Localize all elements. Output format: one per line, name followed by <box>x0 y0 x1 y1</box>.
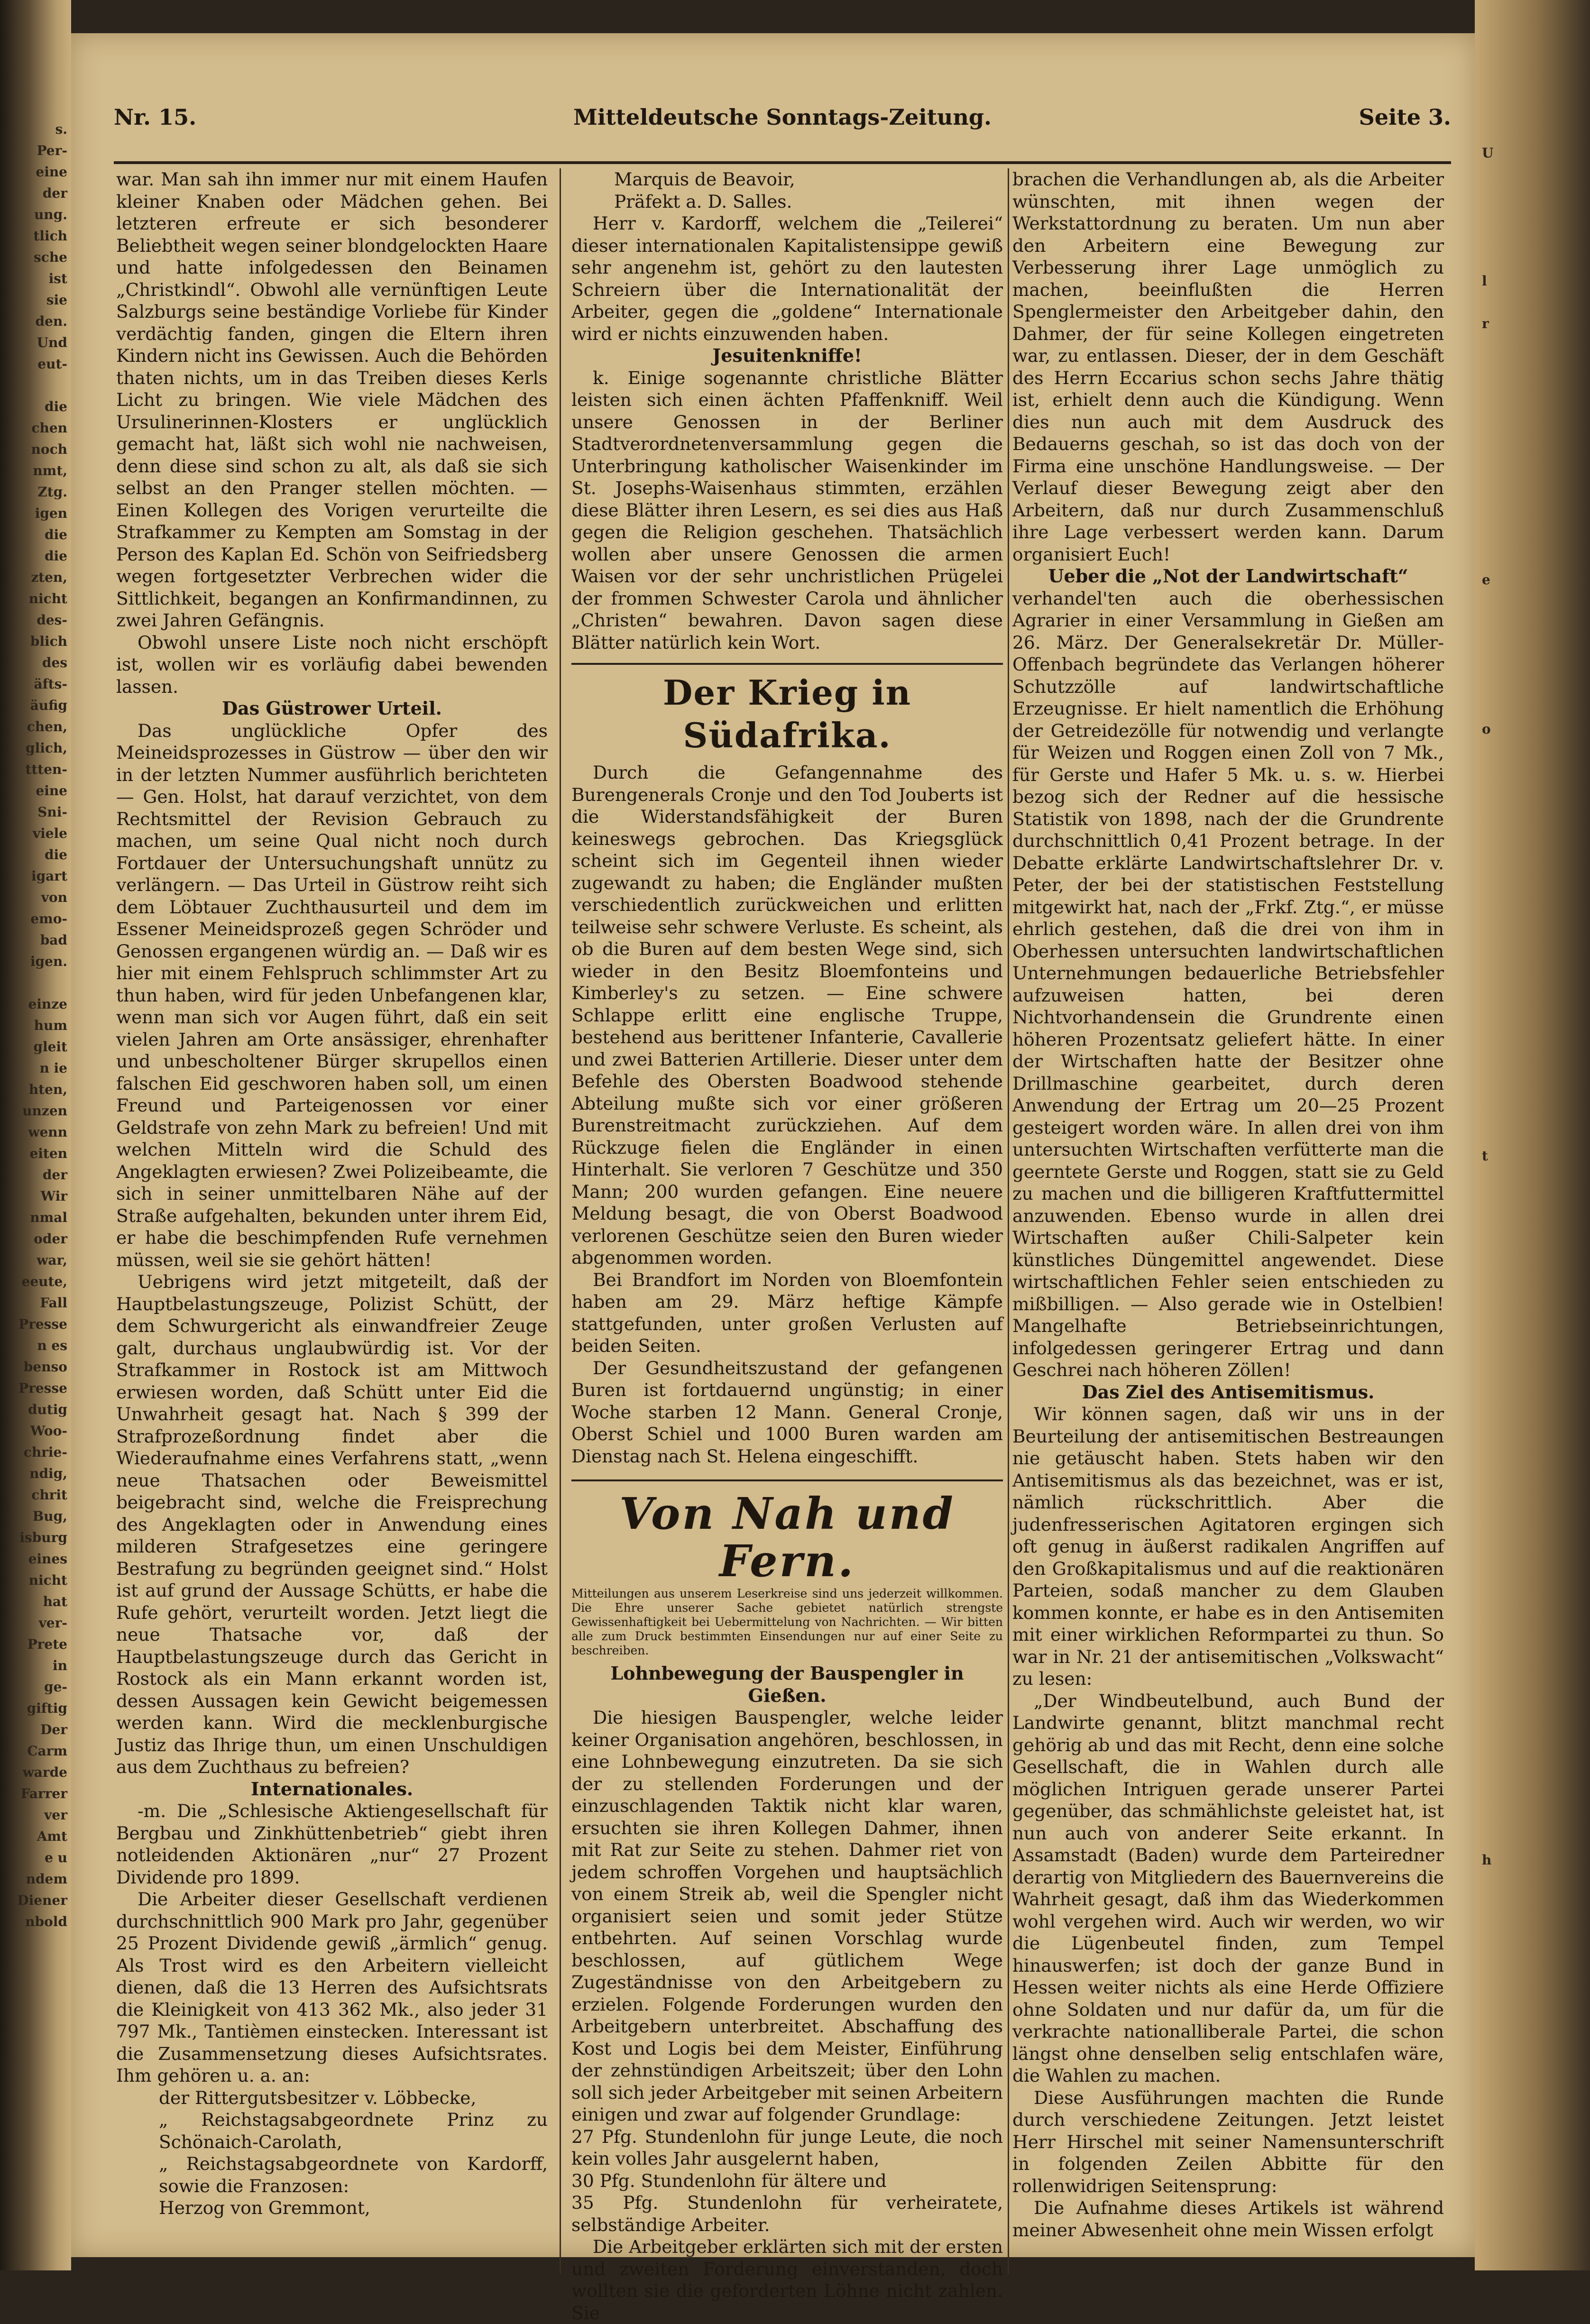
edge-fragment: die <box>44 548 67 564</box>
edge-fragment: Sni- <box>37 804 67 820</box>
edge-fragment: ver <box>44 1807 67 1823</box>
edge-fragment: t <box>1482 1148 1488 1164</box>
edge-fragment <box>1482 1188 1510 1209</box>
edge-fragment <box>1482 697 1510 718</box>
paragraph: verhandel'ten auch die oberhessischen Agrarier in einer Versammlung in Gießen am 26. März. Der Generalsekretär Dr. Müller-Offenbach begründete das Verlangen höherer Schutzzölle auf landwirtschaftliche Erzeugnisse. Er hielt namentlich die Erhöhung der Getreidezölle für notwendig und verlangte für Weizen und Roggen einen Zoll von 7 Mk., für Gerste und Hafer 5 Mk. u. s. w. Hierbei bezog sich der Redner auf die hessische Statistik von 1898, nach der die Grundrente durchschnittlich 0,41 Prozent betrage. In der Debatte erklärte Landwirtschaftslehrer Dr. v. Peter, der bei der statistischen Feststellung mitgewirkt hat, nach der „Frkf. Ztg.“, er müsse ehrlich gestehen, daß die drei von ihm in Oberhessen untersuchten landwirtschaftlichen Unternehmungen bedauerliche Betriebsfehler aufzuweisen hatten, bei deren Nichtvorhandensein die Grundrente einen höheren Prozentsatz geliefert hätte. In einer der Wirtschaften hatte der Besitzer ohne Drillmaschine gearbeitet, durch deren Anwendung der Ertrag um 20—25 Prozent gesteigert worden wäre. In allen drei von ihm untersuchten Wirtschaften verfütterte man die geerntete Gerste und Roggen, statt sie zu Geld zu machen und die billigeren Kraftfuttermittel anzuwenden. Ebenso wurde in allen drei Wirtschaften außer Chili-Salpeter kein künstliches Düngemittel angewendet. Diese wirtschaftlichen Fehler seien entschieden zu mißbilligen. — Also gerade wie in Ostelbien! Mangelhafte Betriebseinrichtungen, infolgedessen geringerer Ertrag und dann Geschrei nach höheren Zöllen! <box>1012 588 1444 1380</box>
column-divider <box>1008 168 1009 2274</box>
edge-fragment <box>1482 1572 1510 1593</box>
edge-fragment <box>1482 292 1510 313</box>
paragraph: war. Man sah ihn immer nur mit einem Haufen kleiner Knaben oder Mädchen gehen. Bei letzteren erfreute er sich besonderer Beliebtheit wegen seiner blondgelockten Haare und hatte infolgedessen den Beinamen „Christkindl“. Obwohl alle vernünftigen Leute Salzburgs seine beständige Vorliebe für Kinder verdächtig fanden, gingen die Eltern ihren Kindern nicht ins Gewissen. Auch die Behörden thaten nichts, um in das Treiben dieses Kerls Licht zu bringen. Wie viele Mädchen des Ursulinerinnen-Klosters er unglücklich gemacht hat, läßt sich wohl nie nachweisen, denn diese sind schon zu alt, als daß sie sich selbst an den Pranger stellen möchten. — Einen Kollegen des Vorigen verurteilte die Strafkammer zu Kempten am Somstag in der Person des Kaplan Ed. Schön von Seifriedsberg wegen fortgesetzter Verbrechen wider die Sittlichkeit, begangen an Konfirmandinnen, zu zwei Jahren Gefängnis. <box>116 169 548 631</box>
masthead <box>114 104 1451 161</box>
edge-fragment: ndig, <box>29 1466 67 1481</box>
list-line: „ Reichstagsabgeordnete Prinz zu Schönaich-Carolath, <box>159 2109 548 2152</box>
edge-fragment: eiten <box>29 1146 67 1161</box>
article-title: Der Krieg in Südafrika. <box>571 663 1003 757</box>
edge-fragment <box>1482 846 1510 868</box>
edge-fragment: emo- <box>30 911 67 927</box>
edge-fragment: äufig <box>30 698 67 713</box>
edge-fragment: die <box>44 847 67 863</box>
edge-fragment <box>1482 1508 1510 1529</box>
edge-fragment <box>1482 782 1510 804</box>
edge-fragment <box>1482 356 1510 377</box>
edge-fragment <box>1482 1423 1510 1444</box>
edge-fragment <box>1482 185 1510 206</box>
edge-fragment: igen. <box>30 954 67 969</box>
left-edge-text <box>6 119 67 1932</box>
paragraph: Die Arbeiter dieser Gesellschaft verdienen durchschnittlich 900 Mark pro Jahr, gegenüber 25 Prozent Dividende gewiß „ärmlich“ genug. Als Trost wird es den Arbeitern vielleicht dienen, daß die 13 Herren des Aufsichtsrats die Kleinigkeit von 413 362 Mk., also jeder 31 797 Mk., Tantièmen einstecken. Interessant ist die Zusammensetzung dieses Aufsichtsrates. Ihm gehören u. a. an: <box>116 1889 548 2086</box>
edge-fragment: Und <box>37 335 67 350</box>
edge-fragment: eine <box>36 164 67 180</box>
section-heading: Lohnbewegung der Bauspengler in Gießen. <box>610 1663 964 1706</box>
edge-fragment: nbold <box>25 1914 67 1929</box>
edge-fragment: n ie <box>39 1060 67 1076</box>
edge-fragment <box>1482 1359 1510 1380</box>
list-line: Marquis de Beavoir, <box>614 169 795 190</box>
edge-fragment: Per- <box>37 143 67 158</box>
edge-fragment <box>1482 1231 1510 1252</box>
edge-fragment <box>1482 164 1510 185</box>
edge-fragment: Farrer <box>20 1786 67 1801</box>
edge-fragment <box>1482 1316 1510 1337</box>
edge-fragment: der <box>42 1167 67 1183</box>
list-line: der Rittergutsbesitzer v. Löbbecke, <box>159 2087 477 2108</box>
masthead-rule <box>114 161 1451 164</box>
edge-fragment <box>1482 484 1510 505</box>
paragraph: k. Einige sogenannte christliche Blätter leisten sich einen ächten Pfaffenkniff. Weil unsere Genossen in der Berliner Stadtverordnetenversammlung gegen die Unterbringung katholischer Waisenkinder im St. Josephs-Waisenhaus stimmten, erzählen diese Blätter ihren Lesern, es sei dies aus Haß gegen die Religion geschehen. Thatsächlich wollen aber unsere Genossen die armen Waisen vor der sehr unchristlichen Prügelei der frommen Schwester Carola und ähnlicher „Christen“ bewahren. Davon sagen diese Blätter natürlich kein Wort. <box>571 367 1003 653</box>
edge-fragment: chen, <box>27 719 67 735</box>
edge-fragment: zten, <box>31 570 67 585</box>
edge-fragment <box>1482 761 1510 782</box>
edge-fragment: unzen <box>22 1103 67 1119</box>
edge-fragment <box>1482 1209 1510 1231</box>
paragraph: „Der Windbeutelbund, auch Bund der Landwirte genannt, blitzt manchmal recht gehörig ab und das mit Recht, denn eine solche Gesellschaft, die in Wahlen durch alle möglichen Intriguen gerade unserer Partei gegenüber, das schmählichste geleistet hat, ist nun auch von anderer Seite erkannt. In Assamstadt (Baden) wurde dem Parteiredner derartig von Mitgliedern des Bauernvereins die Wahrheit gesagt, daß ihm das Wiederkommen wohl vergehen wird. Auch wir werden, wo wir die Lügenbeutel finden, zum Tempel hinauswerfen; ist doch der ganze Bund in Hessen weiter nichts als eine Herde Offiziere ohne Soldaten und nur dafür da, um für die verkrachte nationalliberale Partei, die schon längst ohne denselben selig entschlafen wäre, die Wahlen zu machen. <box>1012 1690 1444 2086</box>
edge-fragment: o <box>1482 721 1491 737</box>
edge-fragment: in <box>53 1658 67 1673</box>
edge-fragment: Presse <box>18 1316 67 1332</box>
edge-fragment: den. <box>35 313 67 329</box>
paragraph: Die Aufnahme dieses Artikels ist während meiner Abwesenheit ohne mein Wissen erfolgt <box>1012 2197 1444 2241</box>
paragraph: -m. Die „Schlesische Aktiengesellschaft für Bergbau und Zinkhüttenbetrieb“ giebt ihren notleidenden Aktionären „nur“ 27 Prozent Dividende pro 1899. <box>116 1800 548 1888</box>
edge-fragment <box>1482 825 1510 846</box>
edge-fragment: Presse <box>18 1380 67 1396</box>
edge-fragment: Prete <box>27 1636 67 1652</box>
edge-fragment <box>1482 1529 1510 1551</box>
edge-fragment <box>1482 1465 1510 1487</box>
edge-fragment <box>1482 1102 1510 1124</box>
edge-fragment: Bug, <box>32 1508 67 1524</box>
edge-fragment <box>1482 1785 1510 1807</box>
edge-fragment <box>1482 654 1510 676</box>
rubric-title: Von Nah und Fern. <box>571 1479 1003 1585</box>
edge-fragment: gleit <box>33 1039 67 1055</box>
edge-fragment: chen <box>31 420 67 436</box>
edge-fragment: chrit <box>31 1487 67 1503</box>
edge-fragment <box>1482 1615 1510 1636</box>
edge-fragment: giftig <box>27 1700 67 1716</box>
section-heading: Das Güstrower Urteil. <box>222 698 442 719</box>
column-2 <box>571 168 1003 2324</box>
edge-fragment <box>1482 548 1510 569</box>
edge-fragment <box>1482 1551 1510 1572</box>
edge-fragment <box>1482 676 1510 697</box>
edge-fragment: dutig <box>28 1402 67 1417</box>
edge-fragment: e <box>1482 572 1490 588</box>
edge-fragment: Diener <box>17 1892 67 1908</box>
edge-fragment <box>1482 441 1510 462</box>
edge-fragment <box>1482 633 1510 654</box>
edge-fragment <box>1482 462 1510 484</box>
edge-fragment <box>1482 1081 1510 1102</box>
edge-fragment <box>1482 868 1510 889</box>
edge-fragment <box>1482 1764 1510 1785</box>
edge-fragment <box>1482 1743 1510 1764</box>
newspaper-title: Mitteldeutsche Sonntags-Zeitung. <box>573 104 992 130</box>
edge-fragment <box>1482 505 1510 526</box>
edge-fragment: der <box>42 185 67 201</box>
page-number: Seite 3. <box>1359 104 1451 130</box>
edge-fragment: eine <box>36 783 67 799</box>
edge-fragment: bad <box>40 932 67 948</box>
paragraph: Uebrigens wird jetzt mitgeteilt, daß der Hauptbelastungszeuge, Polizist Schütt, der dem Schwurgericht als einwandfreier Zeuge galt, durchaus unglaubwürdig ist. Vor der Strafkammer in Rostock ist am Mittwoch erwiesen worden, daß Schütt unter Eid die Unwahrheit gesagt hat. Nach § 399 der Strafprozeßordnung findet aber die Wiederaufnahme eines Verfahrens statt, „wenn neue Thatsachen oder Beweismittel beigebracht sind, welche die Freisprechung des Angeklagten oder in Anwendung eines milderen Strafgesetzes eine geringere Bestrafung zu begründen geeignet sind.“ Holst ist auf grund der Aussage Schütts, er habe die Rufe gehört, verurteilt worden. Jetzt liegt die neue Thatsache vor, daß der Hauptbelastungszeuge durch das Gericht in Rostock als ein Mann erkannt worden ist, dessen Aussagen kein Gewicht beigemessen werden kann. Wird die mecklenburgische Justiz das Ihrige thun, um einen Unschuldigen aus dem Zuchthaus zu befreien? <box>116 1271 548 1777</box>
edge-fragment <box>1482 1721 1510 1743</box>
edge-fragment: eeute, <box>21 1274 67 1289</box>
edge-fragment <box>1482 1487 1510 1508</box>
column-1 <box>116 168 548 2274</box>
editorial-note: Mitteilungen aus unserem Leserkreise sind uns jederzeit willkommen. Die Ehre unserer Sache gebietet natürlich strengste Gewissenhaftigkeit bei Uebermittelung von Nachrichten. — Wir bitten alle zum Druck bestimmten Einsendungen nur auf einer Seite zu beschreiben. <box>571 1587 1003 1657</box>
edge-fragment <box>1482 334 1510 356</box>
section-heading: Das Ziel des Antisemitismus. <box>1082 1381 1375 1403</box>
edge-fragment: viele <box>32 826 67 841</box>
edge-fragment: h <box>1482 1852 1492 1868</box>
edge-fragment <box>1482 996 1510 1017</box>
edge-fragment <box>1482 1252 1510 1273</box>
edge-fragment <box>1482 1636 1510 1657</box>
edge-fragment <box>1482 740 1510 761</box>
edge-fragment: l <box>1482 273 1487 289</box>
edge-fragment: benso <box>23 1359 67 1375</box>
edge-fragment: hat <box>43 1594 67 1609</box>
edge-fragment: U <box>1482 145 1494 161</box>
edge-fragment: tlich <box>33 228 67 244</box>
edge-fragment: ung. <box>34 207 67 222</box>
list-line: Präfekt a. D. Salles. <box>614 191 792 212</box>
edge-fragment: wenn <box>28 1124 67 1140</box>
edge-fragment <box>1482 1380 1510 1401</box>
newspaper-page <box>71 33 1475 2324</box>
list-line: „ Reichstagsabgeordnete von Kardorff, sowie die Franzosen: <box>159 2153 548 2196</box>
edge-fragment: ndem <box>26 1871 67 1887</box>
edge-fragment: sie <box>46 292 67 308</box>
edge-fragment: warde <box>22 1764 67 1780</box>
paragraph: Bei Brandfort im Norden von Bloemfontein haben am 29. März heftige Kämpfe stattgefunden, unter großen Verlusten auf beiden Seiten. <box>571 1269 1003 1356</box>
edge-fragment <box>1482 526 1510 548</box>
paragraph: Der Gesundheitszustand der gefangenen Buren ist fortdauernd ungünstig; in einer Woche starben 12 Mann. General Cronje, Oberst Schiel und 1000 Buren warden am Dienstag nach St. Helena eingeschifft. <box>571 1357 1003 1467</box>
edge-fragment: chrie- <box>23 1444 67 1460</box>
edge-fragment: Woo- <box>30 1423 67 1439</box>
edge-fragment: sche <box>34 249 67 265</box>
column-3 <box>1012 168 1444 2274</box>
wage-line: 30 Pfg. Stundenlohn für ältere und <box>571 2170 887 2191</box>
edge-fragment: nicht <box>28 591 67 606</box>
edge-fragment: igen <box>35 505 67 521</box>
edge-fragment: die <box>44 527 67 542</box>
issue-number: Nr. 15. <box>114 104 197 130</box>
paragraph: Die Arbeitgeber erklärten sich mit der ersten und zweiten Forderung einverstanden, doch wollten sie die geforderten Löhne nicht zahlen. Sie <box>571 2236 1003 2324</box>
edge-fragment: igart <box>31 868 67 884</box>
edge-fragment: Der <box>40 1722 67 1737</box>
edge-fragment: äfts- <box>34 676 67 692</box>
edge-fragment <box>1482 1273 1510 1295</box>
edge-fragment: des <box>42 655 67 671</box>
edge-fragment <box>1482 1167 1510 1188</box>
paragraph: Obwohl unsere Liste noch nicht erschöpft ist, wollen wir es vorläufig dabei bewenden lassen. <box>116 632 548 697</box>
edge-fragment: des- <box>37 612 67 628</box>
edge-fragment <box>1482 1017 1510 1038</box>
edge-fragment <box>1482 377 1510 398</box>
paragraph: Herr v. Kardorff, welchem die „Teilerei“ dieser internationalen Kapitalistensippe gewiß sehr angenehm ist, gehört zu den lautesten Schreiern über die Internationalität der Arbeiter, gegen die „goldene“ Internationale wird er nichts einzuwenden haben. <box>571 213 1003 344</box>
edge-fragment: Carm <box>27 1743 67 1759</box>
edge-fragment: eut- <box>37 356 67 372</box>
section-heading: Internationales. <box>250 1778 414 1800</box>
edge-fragment: Amt <box>37 1828 67 1844</box>
wage-line: 35 Pfg. Stundenlohn für verheiratete, selbständige Arbeiter. <box>571 2192 1003 2235</box>
edge-fragment <box>6 972 67 993</box>
edge-fragment <box>1482 804 1510 825</box>
edge-fragment: ist <box>48 271 67 286</box>
edge-fragment: n es <box>37 1338 67 1353</box>
section-heading: Ueber die „Not der Landwirtschaft“ <box>1048 565 1408 587</box>
edge-fragment: noch <box>31 441 67 457</box>
edge-fragment: e u <box>45 1850 67 1865</box>
edge-fragment <box>1482 420 1510 441</box>
paragraph: Das unglückliche Opfer des Meineidsprozesses in Güstrow — über den wir in der letzten Nummer ausführlich berichteten — Gen. Holst, hat darauf verzichtet, von dem Rechtsmittel der Revision Gebrauch zu machen, um seine Qual nicht noch durch Fortdauer der Untersuchungshaft unnütz zu verlängern. — Das Urteil in Güstrow reiht sich dem Löbtauer Zuchthausurteil und dem im Essener Meineidsprozeß gegen Schröder und Genossen ergangenen würdig an. — Daß wir es hier mit einem Fehlspruch schlimmster Art zu thun haben, wird für jeden Unbefangenen klar, wenn man sich vor Augen führt, daß ein seit vielen Jahren am Orte ansässiger, ehrenhafter und unbescholtener Bürger skrupellos einen falschen Eid geschworen haben soll, um einen Freund und Parteigenossen vor einer Geldstrafe von zehn Mark zu befreien! Und mit welchen Mitteln wird die Schuld des Angeklagten erwiesen? Zwei Polizeibeamte, die sich in seiner unmittelbaren Nähe auf der Straße aufgehalten, bekunden unter ihrem Eid, er habe die beschimpfenden Rufe vernehmen müssen, weil sie sie gehört hätten! <box>116 720 548 1270</box>
edge-fragment <box>1482 1295 1510 1316</box>
edge-fragment <box>1482 249 1510 270</box>
paragraph: Die hiesigen Bauspengler, welche leider keiner Organisation angehören, beschlossen, in eine Lohnbewegung einzutreten. Da sie sich der zu stellenden Forderungen und der einzuschlagenden Taktik nicht klar waren, ersuchten sie ihren Kollegen Dahmer, ihnen mit Rat zur Seite zu stehen. Dahmer riet von jedem schroffen Vorgehen und hauptsächlich von einem Streik ab, weil die Spengler nicht organisiert seien und somit jeder Stütze entbehrten. Auf seinen Vorschlag wurde beschlossen, auf gütlichem Wege Zugeständnisse von den Arbeitgebern zu erzielen. Folgende Forderungen wurden den Arbeitgebern unterbreitet. Abschaffung des Kost und Logis bei dem Meister, Einführung der zehnstündigen Arbeitszeit; über den Lohn soll sich jeder Arbeitgeber mit seinen Arbeitern einigen und zwar auf folgender Grundlage: <box>571 1707 1003 2125</box>
edge-fragment: war, <box>37 1252 67 1268</box>
edge-fragment <box>1482 910 1510 932</box>
edge-fragment: ttten- <box>25 762 67 777</box>
edge-fragment <box>1482 953 1510 974</box>
edge-fragment <box>1482 1828 1510 1849</box>
edge-fragment: nicht <box>28 1572 67 1588</box>
edge-fragment <box>1482 932 1510 953</box>
edge-fragment <box>1482 889 1510 910</box>
edge-fragment <box>1482 206 1510 228</box>
edge-fragment <box>1482 1679 1510 1700</box>
edge-fragment: Ztg. <box>37 484 67 500</box>
paragraph: Durch die Gefangennahme des Burengenerals Cronje und den Tod Jouberts ist die Widerstandsfähigkeit der Buren keineswegs gebrochen. Das Kriegsglück scheint sich im Gegenteil ihnen wieder zugewandt zu haben; die Engländer mußten verschiedentlich zurückweichen und erlitten teilweise sehr schwere Verluste. Es scheint, als ob die Buren auf dem besten Wege sind, sich wieder in den Besitz Bloemfonteins und Kimberley's zu setzen. — Eine schwere Schlappe erlitt eine englische Truppe, bestehend aus berittener Infanterie, Cavallerie und zwei Batterien Artillerie. Dieser unter dem Befehle des Obersten Boadwood stehende Abteilung mußte sich vor einer größeren Burenstreitmacht zurückziehen. Auf dem Rückzuge fielen die Engländer in einen Hinterhalt. Sie verloren 7 Geschütze und 350 Mann; 200 wurden gefangen. Eine neuere Meldung besagt, die von Oberst Boadwood verlorenen Geschütze seien den Buren wieder abgenommen worden. <box>571 762 1003 1268</box>
edge-fragment: isburg <box>19 1530 67 1545</box>
edge-fragment: Fall <box>40 1295 67 1311</box>
edge-fragment: einze <box>28 996 67 1012</box>
edge-fragment: nmal <box>30 1210 67 1225</box>
edge-fragment: glich, <box>25 740 67 756</box>
edge-fragment: eines <box>28 1551 67 1567</box>
edge-fragment <box>1482 1124 1510 1145</box>
edge-fragment <box>1482 1060 1510 1081</box>
edge-fragment: s. <box>55 121 67 137</box>
edge-fragment <box>1482 228 1510 249</box>
edge-fragment: von <box>41 890 67 905</box>
wage-line: 27 Pfg. Stundenlohn für junge Leute, die noch kein volles Jahr ausgelernt haben, <box>571 2126 1003 2169</box>
edge-fragment <box>1482 590 1510 612</box>
edge-fragment <box>1482 1700 1510 1721</box>
edge-fragment: hten, <box>28 1082 67 1097</box>
edge-fragment <box>1482 1593 1510 1615</box>
edge-fragment: nmt, <box>33 463 67 478</box>
edge-fragment <box>1482 612 1510 633</box>
edge-fragment: hum <box>34 1018 67 1033</box>
paragraph: brachen die Verhandlungen ab, als die Arbeiter wünschten, mit ihnen wegen der Werkstattordnung zu beraten. Um nun aber den Arbeitern eine Bewegung zur Verbesserung ihrer Lage unmöglich zu machen, beeinflußten die Herren Spenglermeister den Arbeitgeber dahin, den Dahmer, der für seine Kollegen eingetreten war, zu entlassen. Dieser, der in dem Geschäft des Herrn Eccarius schon sechs Jahre thätig ist, erhielt denn auch die Kündigung. Wenn dies nun auch mit dem Ausdruck des Bedauerns geschah, so ist das doch von der Firma eine unschöne Handlungsweise. — Der Verlauf dieser Bewegung zeigt aber den Arbeitern, daß nur durch Zusammenschluß ihre Lage verbessert werden kann. Darum organisiert Euch! <box>1012 169 1444 565</box>
paragraph: Wir können sagen, daß wir uns in der Beurteilung der antisemitischen Bestreaungen nie getäuscht haben. Stets haben wir den Antisemitismus als das bezeichnet, was er ist, nämlich rückschrittlich. Aber die judenfresserischen Agitatoren ergingen sich oft genug in äußerst radikalen Angriffen auf den Großkapitalismus und auf die reaktionären Parteien, sodaß mancher zu dem Glauben kommen konnte, er habe es in den Antisemiten mit einer wirklichen Reformpartei zu thun. So war in Nr. 21 der antisemitischen „Volkswacht“ zu lesen: <box>1012 1404 1444 1689</box>
edge-fragment <box>1482 974 1510 996</box>
edge-fragment <box>1482 1807 1510 1828</box>
edge-fragment <box>1482 1657 1510 1679</box>
edge-fragment: r <box>1482 316 1489 331</box>
edge-fragment <box>1482 1038 1510 1060</box>
edge-fragment <box>1482 1337 1510 1359</box>
edge-fragment <box>1482 398 1510 420</box>
right-edge-text <box>1482 142 1510 1871</box>
edge-fragment <box>6 375 67 396</box>
edge-fragment: oder <box>34 1231 67 1247</box>
edge-fragment: blich <box>30 634 67 649</box>
column-divider <box>560 168 561 2274</box>
list-line: Herzog von Gremmont, <box>159 2197 370 2218</box>
edge-fragment <box>1482 1401 1510 1423</box>
edge-fragment: die <box>44 399 67 414</box>
edge-fragment: Wir <box>40 1188 67 1204</box>
section-heading: Jesuitenkniffe! <box>712 345 862 366</box>
edge-fragment <box>1482 1444 1510 1465</box>
paragraph: Diese Ausführungen machten die Runde durch verschiedene Zeitungen. Jetzt leistet Herr Hirschel mit seiner Namensunterschrift in folgenden Zeilen Abbitte für den rollenwidrigen Seitensprung: <box>1012 2087 1444 2196</box>
edge-fragment: ver- <box>38 1615 67 1631</box>
edge-fragment: ge- <box>44 1679 67 1695</box>
